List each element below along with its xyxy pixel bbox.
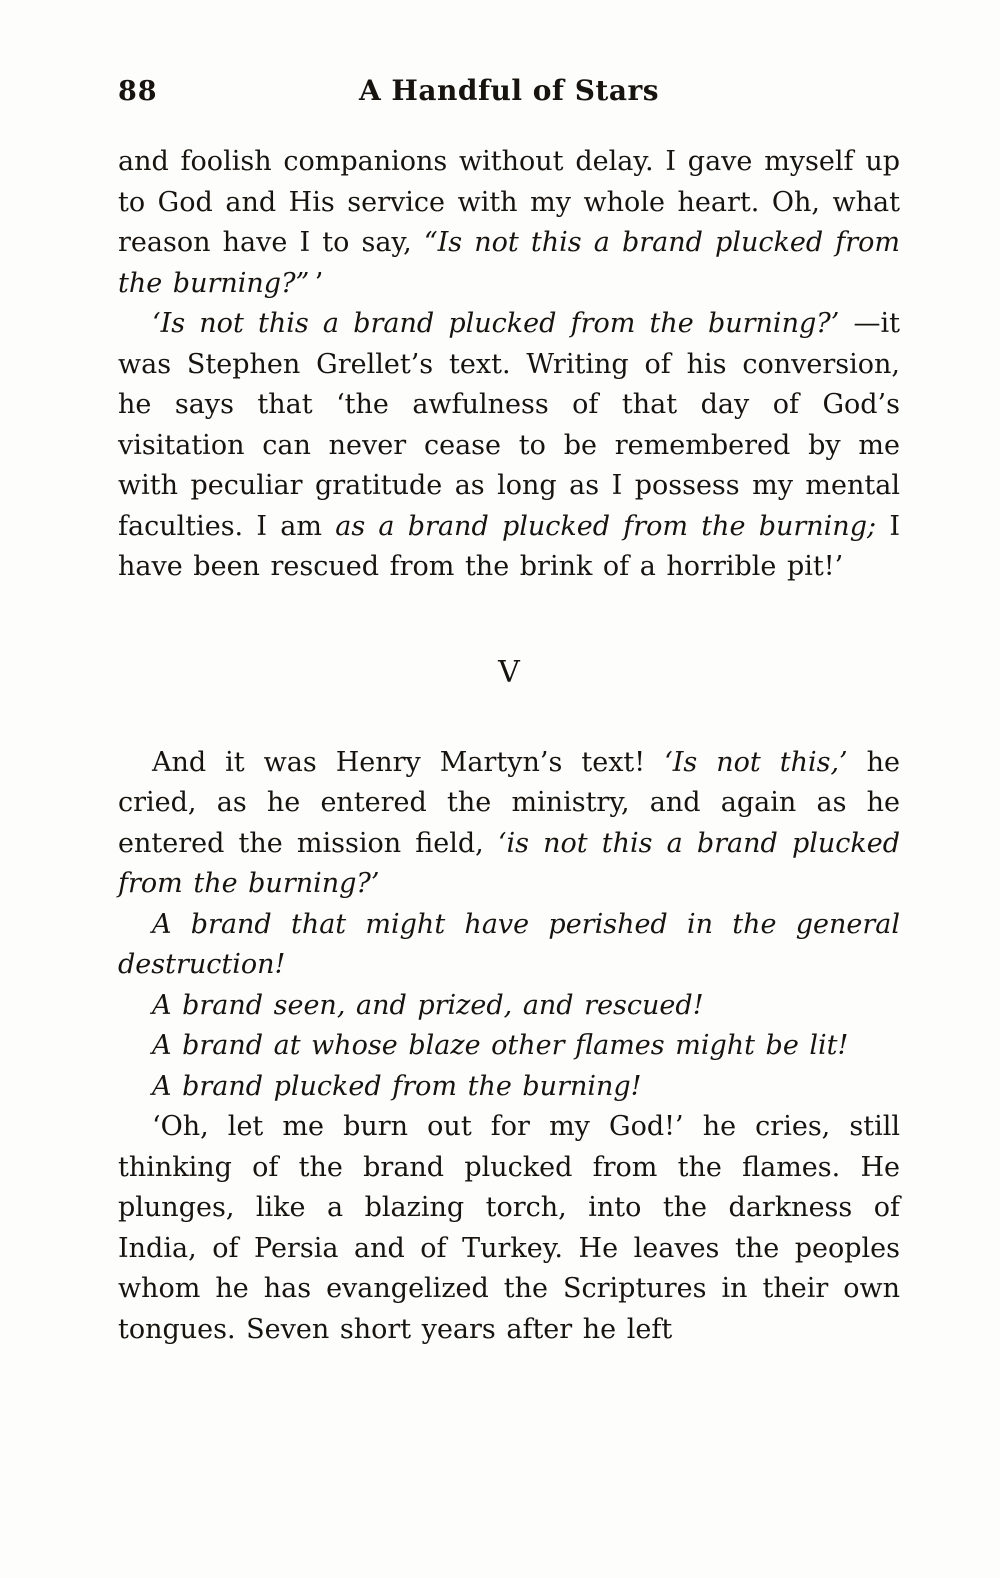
text-run-italic: A brand seen, and prized, and rescued! <box>152 989 704 1021</box>
text-run-italic: ‘Is not this,’ <box>664 746 848 778</box>
text-run: ‘Oh, let me burn out for my God!’ he cries, still thinking of the brand plucked from the flames. He plunges, like a blazing torch, into the darkness of India, of Persia and of Turkey. He leaves the peoples whom he has evangelized the Scriptures in their own tongues. Seven short years after he left <box>118 1111 900 1345</box>
text-run-italic: “Is not this a brand plucked from the burning?” <box>118 227 900 299</box>
page-body <box>118 142 900 1350</box>
paragraph-7 <box>118 1067 900 1108</box>
text-run-italic: ‘Is not this a brand plucked from the burning?’ <box>152 308 840 339</box>
text-run: ’ <box>309 267 324 299</box>
text-run-italic: ‘is not this a brand plucked from the burning?’ <box>118 827 900 899</box>
text-run: and foolish companions without delay. I gave myself up to God and His service with my whole heart. Oh, what reason have I to say, <box>118 146 900 258</box>
text-run-italic: A brand at whose blaze other flames might be lit! <box>152 1030 849 1061</box>
page-number: 88 <box>118 76 158 107</box>
text-run: And it was Henry Martyn’s text! <box>152 746 665 778</box>
section-heading: V <box>498 654 520 690</box>
paragraph-2 <box>118 304 900 588</box>
page-header <box>118 74 900 118</box>
text-run-italic: as a brand plucked from the burning; <box>335 510 877 542</box>
paragraph-6 <box>118 1026 900 1067</box>
paragraph-8 <box>118 1107 900 1350</box>
paragraph-1 <box>118 142 900 304</box>
text-run: —it was Stephen Grellet’s text. Writing of his conversion, he says that ‘the awfulness of that day of God’s visitation can never cease to be remembered by me with peculiar gratitude as long as I possess my mental faculties. I am <box>118 308 900 542</box>
text-run-italic: A brand plucked from the burning! <box>152 1070 642 1102</box>
paragraph-4 <box>118 905 900 986</box>
running-title: A Handful of Stars <box>358 74 660 107</box>
text-run-italic: A brand that might have perished in the general destruction! <box>118 908 900 980</box>
text-run: I have been rescued from the brink of a horrible pit!’ <box>118 510 900 582</box>
paragraph-5 <box>118 986 900 1027</box>
paragraph-3 <box>118 743 900 905</box>
text-run: he cried, as he entered the ministry, and again as he entered the mission field, <box>118 746 900 859</box>
